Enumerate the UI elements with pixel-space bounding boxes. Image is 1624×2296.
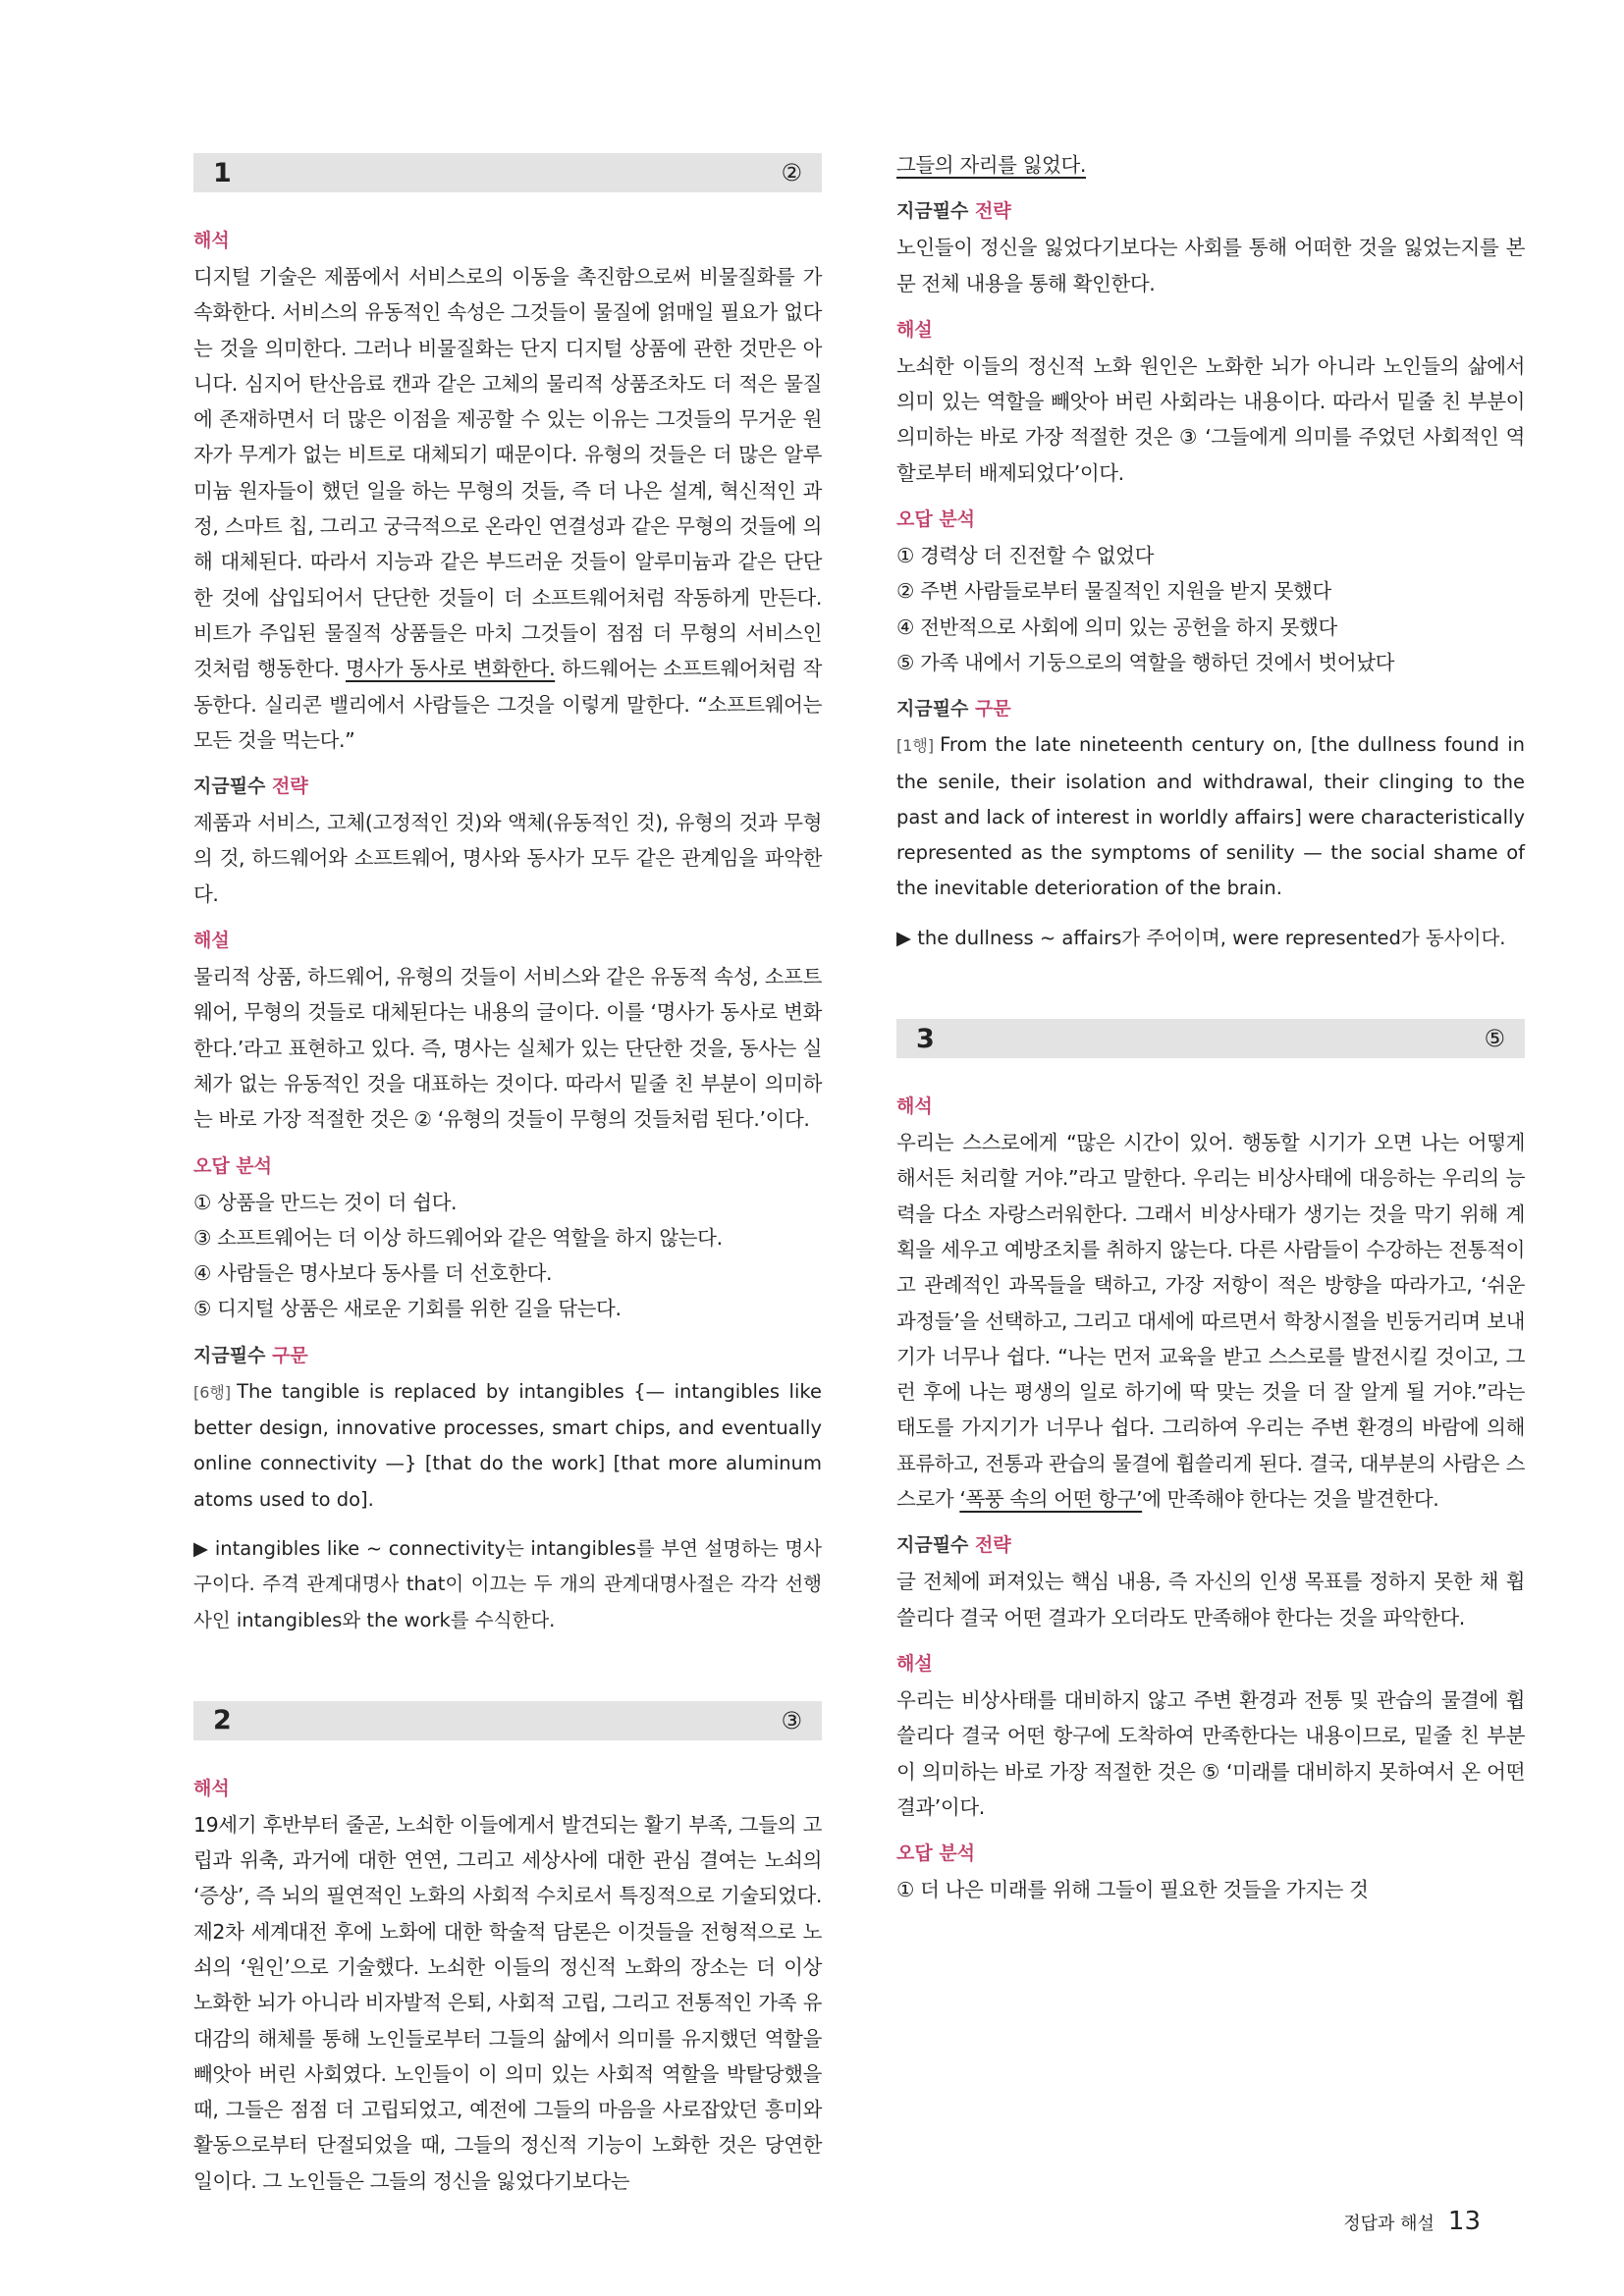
question-number: 2 (213, 1705, 232, 1736)
line-ref: [1행] (896, 736, 935, 756)
syntax-note: ▶ intangibles like ~ connectivity는 intangibles를 부연 설명하는 명사구이다. 주격 관계대명사 that이 이끄는 두 개의 관계대명사절은 각각 선행사인 intangibles와 the work를 수식한다. (193, 1536, 822, 1631)
section-heading: 해설 (896, 318, 933, 341)
underlined-phrase: 명사가 동사로 변화한다. (346, 657, 556, 681)
translation-text-part1: 19세기 후반부터 줄곧, 노쇠한 이들에게서 발견되는 활기 부족, 그들의 고립과 위축, 과거에 대한 연연, 그리고 세상사에 대한 관심 결여는 노쇠의 ‘증상’, 즉 뇌의 필연적인 노화의 사회적 수치로서 특징적으로 기술되었다. 제2차 세계대전 후에 노화에 대한 학술적 담론은 이것들을 전형적으로 노쇠의 ‘원인’으로 기술했다. 노쇠한 이들의 정신적 노화의 장소는 더 이상 노화한 뇌가 아니라 비자발적 은퇴, 사회적 고립, 그리고 전통적인 가족 유대감의 해체를 통해 노인들로부터 그들의 삶에서 의미를 유지했던 역할을 빼앗아 버린 사회였다. 노인들이 이 의미 있는 사회적 역할을 박탈당했을 때, 그들은 점점 더 고립되었고, 예전에 그들의 마음을 사로잡았던 흥미와 활동으로부터 단절되었을 때, 그들의 정신적 기능이 노화한 것은 당연한 일이다. 그 노인들은 그들의 정신을 잃었다기보다는 (193, 1812, 822, 2193)
wrong-answer-list (193, 1185, 822, 1327)
syntax-note: ▶ the dullness ~ affairs가 주어이며, were represented가 동사이다. (896, 926, 1506, 949)
wrong-answer-item: ① 경력상 더 진전할 수 없었다 (896, 544, 1154, 568)
question-header-2 (193, 1701, 822, 1740)
footer-label: 정답과 해설 (1343, 2214, 1435, 2234)
section-heading: 해석 (896, 1095, 933, 1118)
translation-text: 우리는 스스로에게 “많은 시간이 있어. 행동할 시기가 오면 나는 어떻게 해서든 처리할 거야.”라고 말한다. 우리는 비상사태에 대응하는 우리의 능력을 다소 자랑스러워한다. 그래서 비상사태가 생기는 것을 막기 위해 계획을 세우고 예방조치를 취하지 않는다. 다른 사람들이 수강하는 전통적이고 관례적인 과목들을 택하고, 가장 저항이 적은 방향을 따라가고, ‘쉬운 과정들’을 선택하고, 그리고 대세에 따르면서 학창시절을 빈둥거리며 보내기가 너무나 쉽다. “나는 먼저 교육을 받고 스스로를 발전시킬 것이고, 그런 후에 나는 평생의 일로 하기에 딱 맞는 것을 더 잘 알게 될 거야.”라는 태도를 가지기가 너무나 쉽다. 그리하여 우리는 주변 환경의 바람에 의해 표류하고, 전통과 관습의 물결에 휩쓸리게 된다. 결국, 대부분의 사람은 스스로가 ‘폭풍 속의 어떤 항구’에 만족해야 한다는 것을 발견한다. (896, 1131, 1525, 1512)
section-heading: 지금필수 구문 (193, 1344, 308, 1366)
strategy-text: 노인들이 정신을 잃었다기보다는 사회를 통해 어떠한 것을 잃었는지를 본문 전체 내용을 통해 확인한다. (896, 236, 1525, 295)
wrong-answer-item: ⑤ 가족 내에서 기둥으로의 역할을 행하던 것에서 벗어났다 (896, 650, 1395, 674)
question-header-3 (896, 1019, 1525, 1058)
translation-text: 디지털 기술은 제품에서 서비스로의 이동을 촉진함으로써 비물질화를 가속화한다. 서비스의 유동적인 속성은 그것들이 물질에 얽매일 필요가 없다는 것을 의미한다. 그러나 비물질화는 단지 디지털 상품에 관한 것만은 아니다. 심지어 탄산음료 캔과 같은 고체의 물리적 상품조차도 더 적은 물질에 존재하면서 더 많은 이점을 제공할 수 있는 이유는 그것들의 무거운 원자가 무게가 없는 비트로 대체되기 때문이다. 유형의 것들은 더 많은 알루미늄 원자들이 했던 일을 하는 무형의 것들, 즉 더 나은 설계, 혁신적인 과정, 스마트 칩, 그리고 궁극적으로 온라인 연결성과 같은 무형의 것들에 의해 대체된다. 따라서 지능과 같은 부드러운 것들이 알루미늄과 같은 단단한 것에 삽입되어서 단단한 것들이 더 소프트웨어처럼 작동하게 만든다. 비트가 주입된 물질적 상품들은 마치 그것들이 점점 더 무형의 서비스인 것처럼 행동한다. 명사가 동사로 변화한다. 하드웨어는 소프트웨어처럼 작동한다. 실리콘 밸리에서 사람들은 그것을 이렇게 말한다. “소프트웨어는 모든 것을 먹는다.” (193, 265, 822, 752)
section-heading: 지금필수 전략 (193, 775, 308, 798)
section-heading: 해석 (193, 230, 230, 251)
section-heading: 오답 분석 (896, 1842, 976, 1865)
strategy-text: 제품과 서비스, 고체(고정적인 것)와 액체(유동적인 것), 유형의 것과 무형의 것, 하드웨어와 소프트웨어, 명사와 동사가 모두 같은 관계임을 파악한다. (193, 811, 822, 906)
section-heading: 지금필수 전략 (896, 200, 1011, 223)
line-ref: [6행] (193, 1382, 232, 1402)
explanation-text: 물리적 상품, 하드웨어, 유형의 것들이 서비스와 같은 유동적 속성, 소프트웨어, 무형의 것들로 대체된다는 내용의 글이다. 이를 ‘명사가 동사로 변화한다.’라고 표현하고 있다. 즉, 명사는 실체가 있는 단단한 것을, 동사는 실체가 없는 유동적인 것을 대표하는 것이다. 따라서 밑줄 친 부분이 의미하는 바로 가장 적절한 것은 ② ‘유형의 것들이 무형의 것들처럼 된다.’이다. (193, 965, 822, 1132)
section-heading: 지금필수 전략 (896, 1534, 1011, 1557)
page-number: 13 (1447, 2207, 1481, 2236)
answer-marker: ⑤ (1484, 1025, 1505, 1053)
wrong-answer-list (896, 538, 1525, 680)
answer-marker: ③ (781, 1706, 802, 1735)
wrong-answer-item: ① 상품을 만드는 것이 더 쉽다. (193, 1190, 458, 1214)
section-heading: 오답 분석 (193, 1154, 273, 1177)
translation-text-part2 (896, 147, 1525, 183)
underlined-phrase: 그들의 자리를 잃었다. (896, 153, 1086, 177)
section-heading: 해설 (193, 930, 230, 952)
answer-marker: ② (781, 159, 802, 187)
wrong-answer-list (896, 1872, 1525, 1907)
wrong-answer-item: ① 더 나은 미래를 위해 그들이 필요한 것들을 가지는 것 (896, 1878, 1369, 1902)
syntax-text: [1행] From the late nineteenth century on, [the dullness found in the senile, their isolation and withdrawal, their clinging to the past and lack of interest in worldly affairs] were characteristically represented as the symptoms of senility — the social shame of the inevitable deterioration of the brain. (896, 733, 1525, 900)
strategy-text: 글 전체에 퍼져있는 핵심 내용, 즉 자신의 인생 목표를 정하지 못한 채 휩쓸리다 결국 어떤 결과가 오더라도 만족해야 한다는 것을 파악한다. (896, 1570, 1525, 1629)
right-column (896, 147, 1525, 1921)
wrong-answer-item: ④ 전반적으로 사회에 의미 있는 공헌을 하지 못했다 (896, 614, 1337, 639)
question-number: 1 (213, 157, 232, 188)
section-heading: 오답 분석 (896, 508, 976, 531)
question-header-1 (193, 153, 822, 192)
explanation-text: 노쇠한 이들의 정신적 노화 원인은 노화한 뇌가 아니라 노인들의 삶에서 의미 있는 역할을 빼앗아 버린 사회라는 내용이다. 따라서 밑줄 친 부분이 의미하는 바로 가장 적절한 것은 ③ ‘그들에게 의미를 주었던 사회적인 역할로부터 배제되었다’이다. (896, 353, 1525, 485)
left-column (193, 153, 822, 2193)
page-footer (1343, 2207, 1481, 2236)
wrong-answer-item: ② 주변 사람들로부터 물질적인 지원을 받지 못했다 (896, 579, 1331, 604)
section-heading: 지금필수 구문 (896, 698, 1011, 721)
wrong-answer-item: ④ 사람들은 명사보다 동사를 더 선호한다. (193, 1261, 553, 1286)
explanation-text: 우리는 비상사태를 대비하지 않고 주변 환경과 전통 및 관습의 물결에 휩쓸리다 결국 어떤 항구에 도착하여 만족한다는 내용이므로, 밑줄 친 부분이 의미하는 바로 가장 적절한 것은 ⑤ ‘미래를 대비하지 못하여서 온 어떤 결과’이다. (896, 1687, 1525, 1819)
wrong-answer-item: ③ 소프트웨어는 더 이상 하드웨어와 같은 역할을 하지 않는다. (193, 1225, 723, 1250)
wrong-answer-item: ⑤ 디지털 상품은 새로운 기회를 위한 길을 닦는다. (193, 1297, 622, 1321)
question-number: 3 (916, 1023, 935, 1054)
section-heading: 해석 (193, 1777, 230, 1799)
syntax-text: [6행] The tangible is replaced by intangibles {— intangibles like better design, innovative processes, smart chips, and eventually online connectivity —} [that do the work] [that more aluminum atoms used to do]. (193, 1379, 822, 1511)
section-heading: 해설 (896, 1652, 933, 1675)
underlined-phrase: ‘폭풍 속의 어떤 항구’ (959, 1487, 1143, 1512)
